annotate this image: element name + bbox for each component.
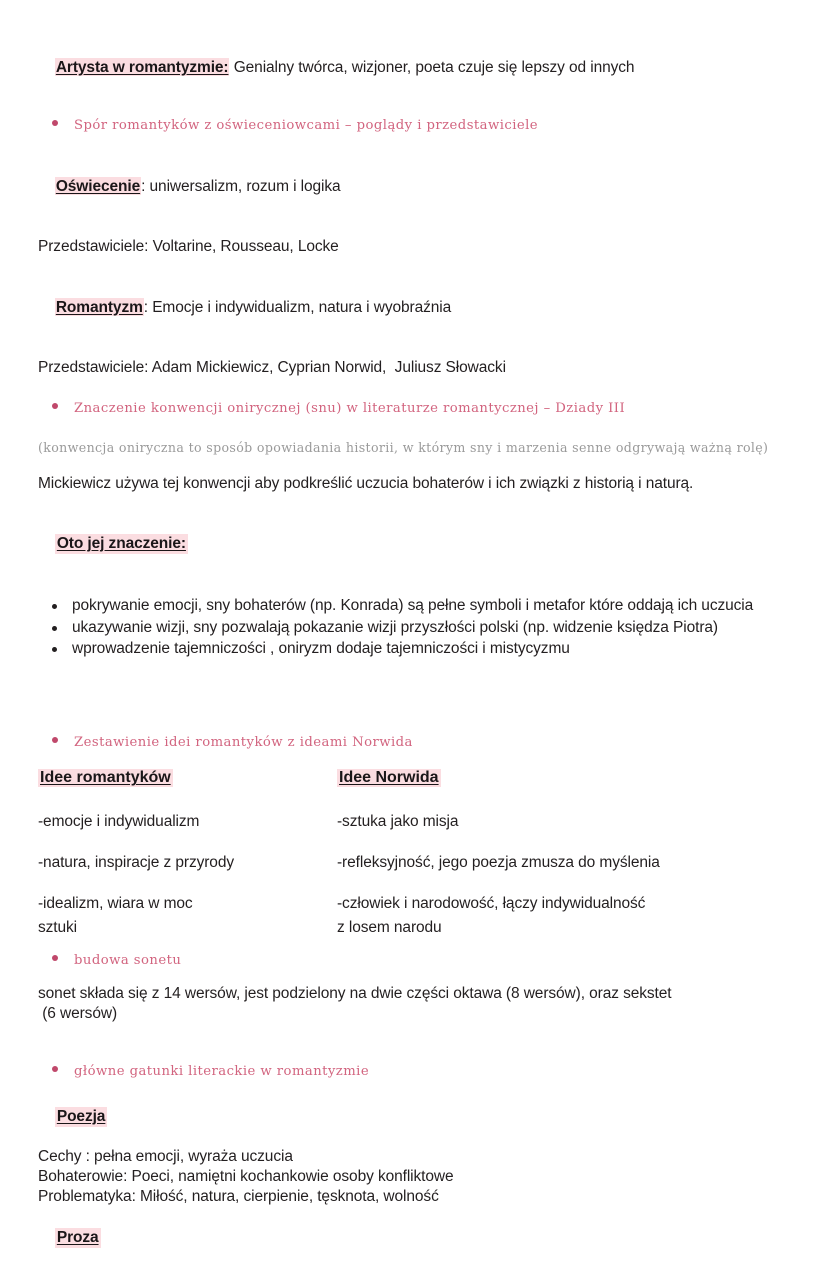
znaczenie-list bbox=[38, 596, 788, 659]
list-item bbox=[38, 639, 788, 659]
mickiewicz-statement: Mickiewicz używa tej konwencji aby podkreślić uczucia bohaterów i ich związki z historią i naturą. bbox=[38, 474, 694, 492]
comparison-header-right: Idee Norwida bbox=[339, 769, 439, 787]
comparison-cell-left: -emocje i indywidualizm bbox=[38, 813, 200, 831]
sonet-description-line-2: (6 wersów) bbox=[38, 1004, 118, 1022]
list-item bbox=[38, 596, 788, 616]
bullet-dot-icon bbox=[52, 1066, 58, 1072]
bullet-dot-icon bbox=[52, 737, 58, 743]
poezja-cechy: Cechy : pełna emocji, wyraża uczucia bbox=[38, 1148, 293, 1166]
poezja-problematyka: Problematyka: Miłość, natura, cierpienie, tęsknota, wolność bbox=[38, 1188, 439, 1206]
pink-bullet-sonet-label: budowa sonetu bbox=[74, 953, 182, 969]
list-item bbox=[38, 618, 788, 638]
table-row bbox=[38, 895, 788, 916]
romantyzm-rest-text: : Emocje i indywidualizm, natura i wyobraźnia bbox=[143, 298, 452, 316]
pink-bullet-spor-label: Spór romantyków z oświeceniowcami – poglądy i przedstawiciele bbox=[74, 118, 539, 134]
sonet-description-line-1: sonet składa się z 14 wersów, jest podzielony na dwie części oktawa (8 wersów), oraz sekstet bbox=[38, 984, 672, 1002]
pink-bullet-gatunki bbox=[38, 1064, 788, 1081]
list-item-label: ukazywanie wizji, sny pozwalają pokazanie wizji przyszłości polski (np. widzenie księdza Piotra) bbox=[72, 618, 718, 636]
comparison-cell-left: -natura, inspiracje z przyrody bbox=[38, 854, 234, 872]
table-row bbox=[38, 854, 788, 875]
comparison-cell-right: -refleksyjność, jego poezja zmusza do myślenia bbox=[337, 854, 660, 872]
przedstawiciele-romantyzm: Przedstawiciele: Adam Mickiewicz, Cyprian Norwid, Juliusz Słowacki bbox=[38, 358, 506, 376]
poezja-heading-wrap bbox=[38, 1087, 788, 1147]
pink-bullet-oniryzm bbox=[38, 401, 788, 418]
oswiecenie-rest-text: : uniwersalizm, rozum i logika bbox=[141, 178, 341, 196]
oswiecenie-paragraph bbox=[38, 157, 788, 217]
oniryzm-definition-note: (konwencja oniryczna to sposób opowiadania historii, w którym sny i marzenia senne odgrywają ważną rolę) bbox=[38, 439, 769, 455]
pink-bullet-spor bbox=[38, 118, 788, 135]
proza-heading: Proza bbox=[55, 1228, 101, 1248]
list-item-label: pokrywanie emocji, sny bohaterów (np. Konrada) są pełne symboli i metafor które oddają ich uczucia bbox=[72, 597, 754, 615]
comparison-cell-right: z losem narodu bbox=[337, 919, 442, 937]
artysta-rest-text: Genialny twórca, wizjoner, poeta czuje się lepszy od innych bbox=[229, 59, 635, 77]
bullet-dot-icon bbox=[52, 647, 57, 652]
bullet-dot-icon bbox=[52, 403, 58, 409]
romantyzm-paragraph bbox=[38, 277, 788, 337]
table-row bbox=[38, 813, 788, 834]
poezja-bohaterowie: Bohaterowie: Poeci, namiętni kochankowie osoby konfliktowe bbox=[38, 1168, 454, 1186]
comparison-cell-right: -sztuka jako misja bbox=[337, 813, 459, 831]
bullet-dot-icon bbox=[52, 955, 58, 961]
bullet-dot-icon bbox=[52, 626, 57, 631]
list-item-label: wprowadzenie tajemniczości , oniryzm dodaje tajemniczości i mistycyzmu bbox=[72, 640, 570, 658]
bullet-dot-icon bbox=[52, 604, 57, 609]
oto-jej-znaczenie-heading: Oto jej znaczenie: bbox=[55, 534, 188, 554]
artysta-paragraph bbox=[38, 38, 788, 98]
pink-bullet-zestawienie bbox=[38, 735, 788, 752]
artysta-lead-highlight: Artysta w romantyzmie: bbox=[55, 59, 229, 77]
oto-jej-znaczenie-heading-wrap bbox=[38, 514, 788, 574]
proza-heading-wrap bbox=[38, 1207, 788, 1267]
pink-bullet-gatunki-label: główne gatunki literackie w romantyzmie bbox=[74, 1064, 370, 1080]
bullet-dot-icon bbox=[52, 120, 58, 126]
poezja-heading: Poezja bbox=[55, 1107, 108, 1127]
comparison-header-left: Idee romantyków bbox=[40, 769, 171, 787]
comparison-cell-right: -człowiek i narodowość, łączy indywidualność bbox=[337, 895, 646, 913]
comparison-headers bbox=[38, 769, 788, 793]
romantyzm-lead-highlight: Romantyzm bbox=[55, 298, 143, 316]
table-row bbox=[38, 919, 788, 940]
przedstawiciele-oswiecenie: Przedstawiciele: Voltarine, Rousseau, Locke bbox=[38, 238, 339, 256]
comparison-cell-left: sztuki bbox=[38, 919, 78, 937]
comparison-cell-left: -idealizm, wiara w moc bbox=[38, 895, 193, 913]
oswiecenie-lead-highlight: Oświecenie bbox=[55, 178, 141, 196]
pink-bullet-sonet bbox=[38, 953, 788, 970]
pink-bullet-oniryzm-label: Znaczenie konwencji onirycznej (snu) w literaturze romantycznej – Dziady III bbox=[74, 401, 626, 417]
pink-bullet-zestawienie-label: Zestawienie idei romantyków z ideami Norwida bbox=[74, 734, 413, 750]
